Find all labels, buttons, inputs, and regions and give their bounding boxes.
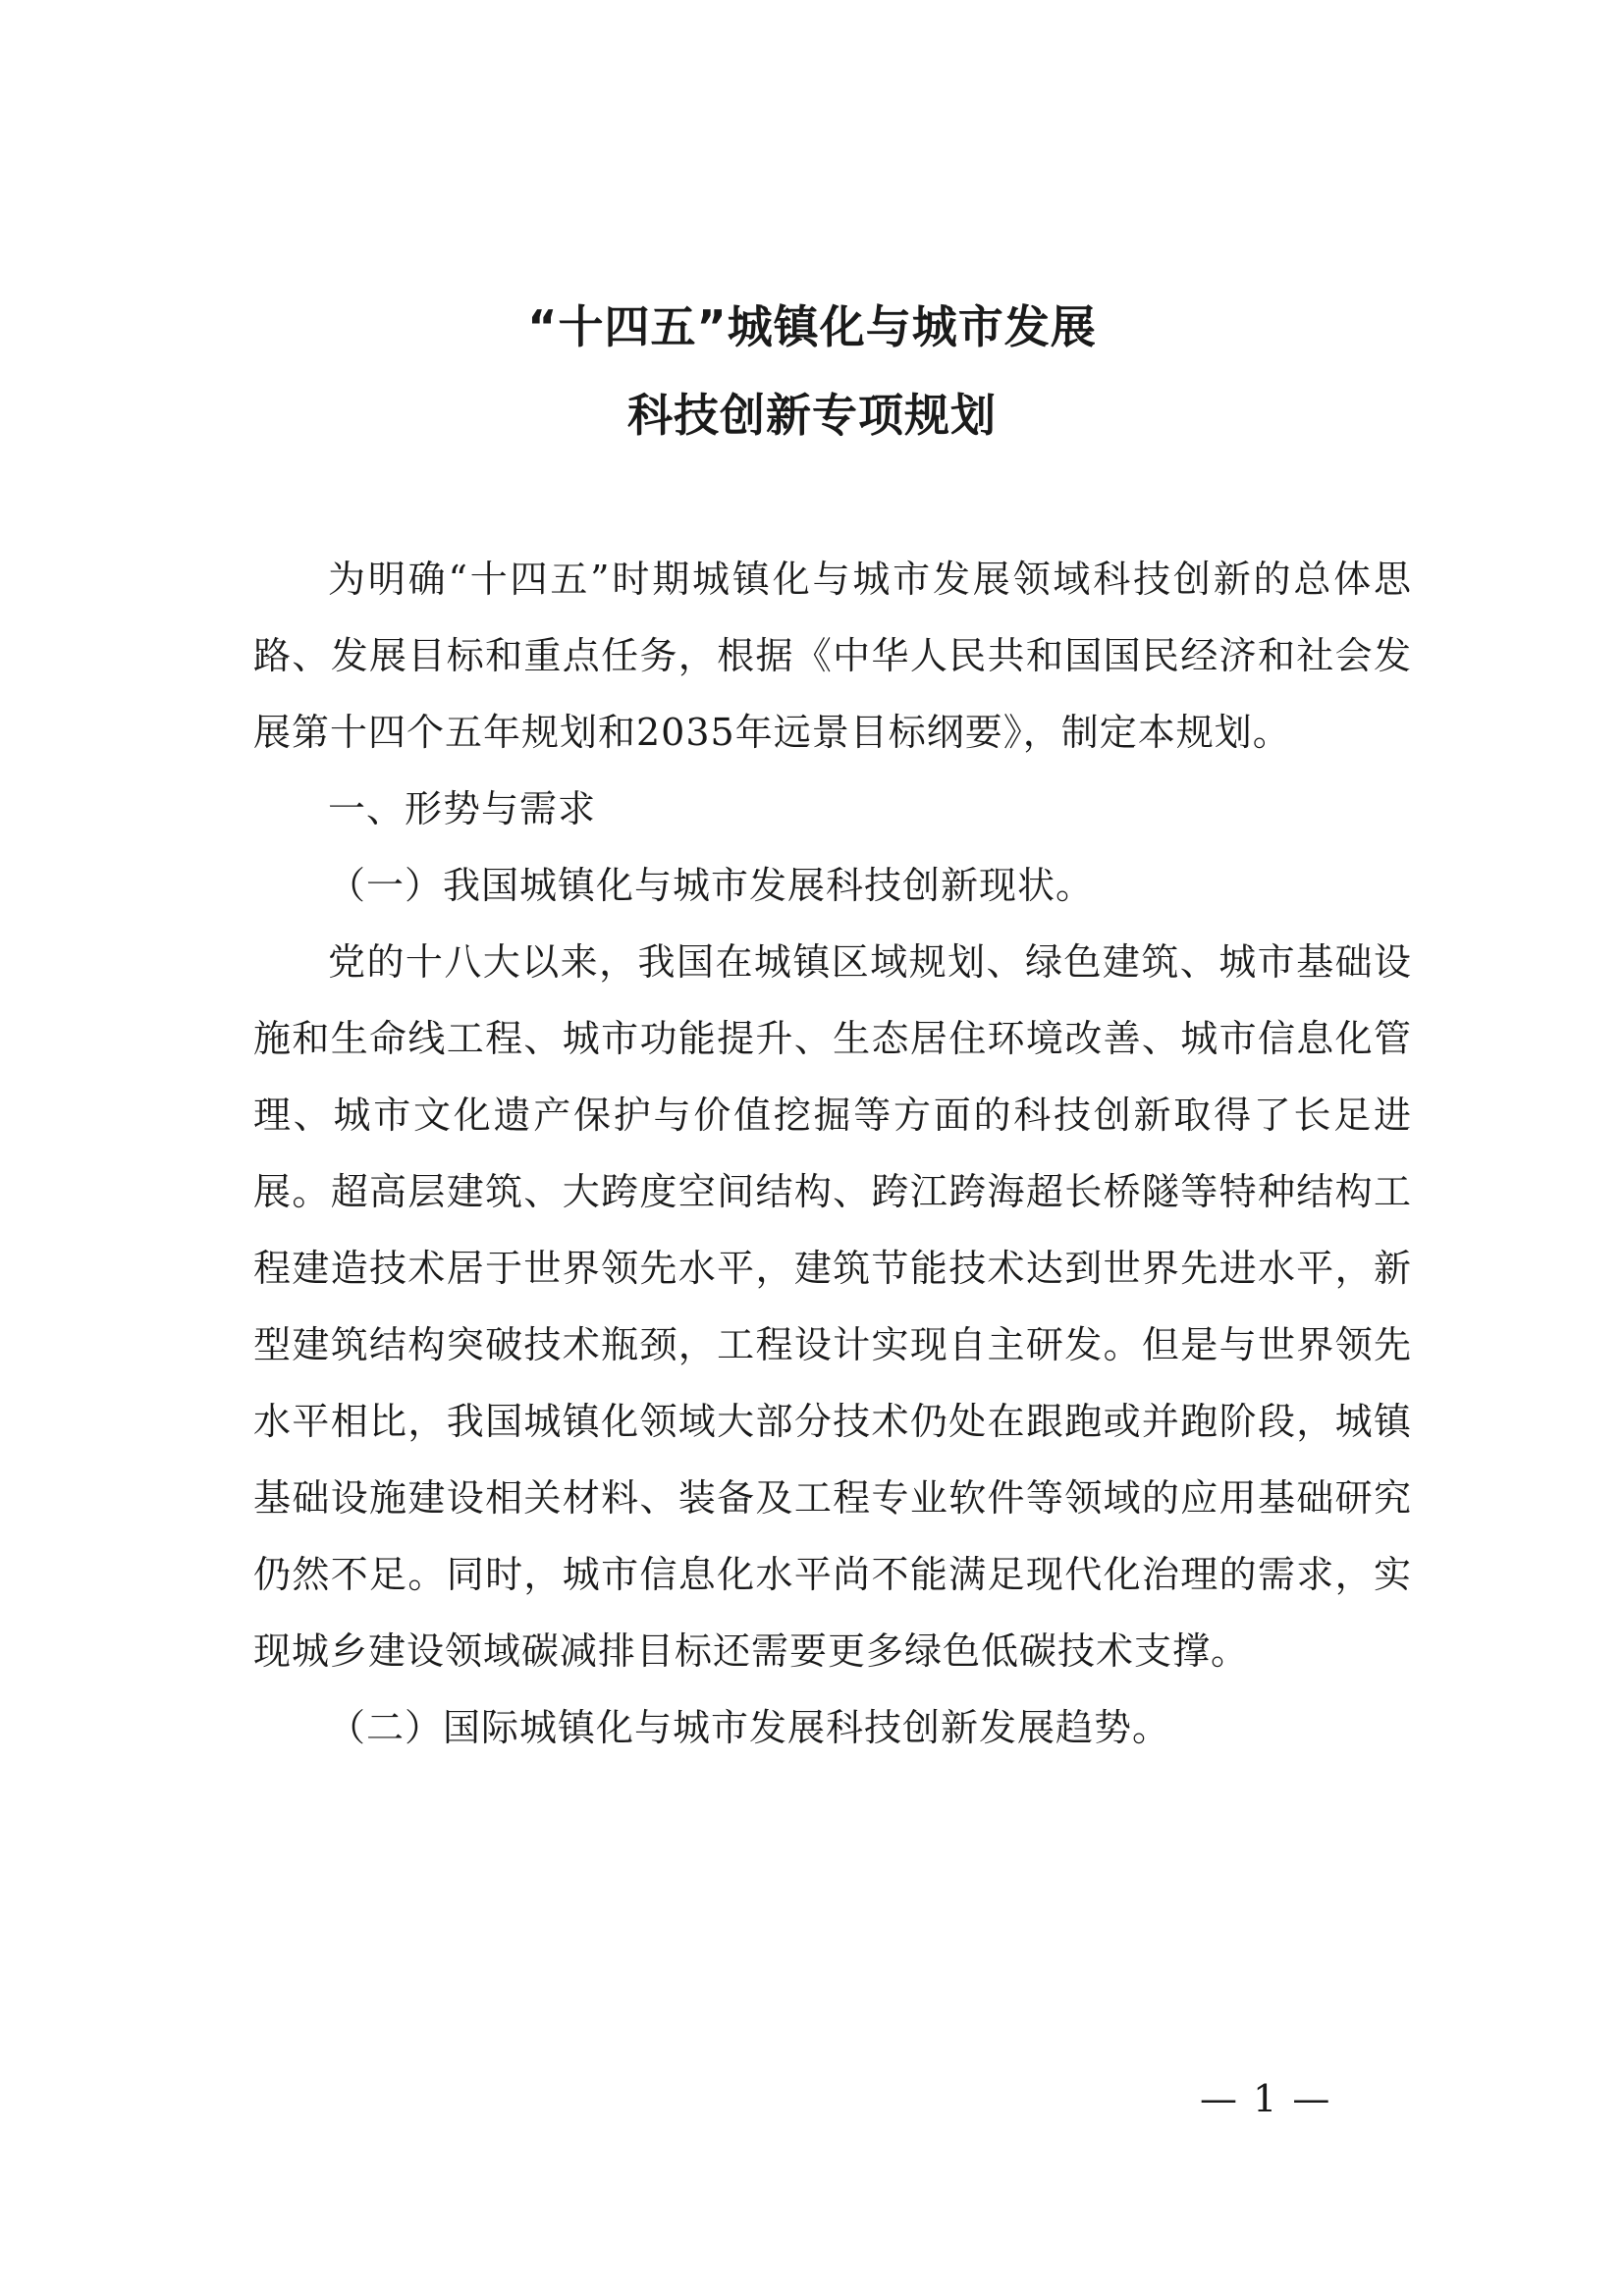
document-body <box>253 541 1412 1766</box>
document-title <box>0 283 1624 459</box>
intro-paragraph: 为明确“十四五”时期城镇化与城市发展领域科技创新的总体思路、发展目标和重点任务，根据《中华人民共和国国民经济和社会发展第十四个五年规划和2035年远景目标纲要》，制定本规划。 <box>253 558 1412 754</box>
page-number: — 1 — <box>1200 2077 1332 2120</box>
body-paragraph: 党的十八大以来，我国在城镇区域规划、绿色建筑、城市基础设施和生命线工程、城市功能提升、生态居住环境改善、城市信息化管理、城市文化遗产保护与价值挖掘等方面的科技创新取得了长足进展。超高层建筑、大跨度空间结构、跨江跨海超长桥隧等特种结构工程建造技术居于世界领先水平，建筑节能技术达到世界先进水平，新型建筑结构突破技术瓶颈，工程设计实现自主研发。但是与世界领先水平相比，我国城镇化领域大部分技术仍处在跟跑或并跑阶段，城镇基础设施建设相关材料、装备及工程专业软件等领域的应用基础研究仍然不足。同时，城市信息化水平尚不能满足现代化治理的需求，实现城乡建设领域碳减排目标还需要更多绿色低碳技术支撑。 <box>253 940 1412 1673</box>
title-line-2: 科技创新专项规划 <box>627 389 997 442</box>
subsection-heading: （一）我国城镇化与城市发展科技创新现状。 <box>328 864 1095 907</box>
section-heading: 一、形势与需求 <box>328 787 597 830</box>
subsection-heading: （二）国际城镇化与城市发展科技创新发展趋势。 <box>328 1706 1171 1749</box>
title-line-1: “十四五”城镇化与城市发展 <box>527 300 1097 353</box>
